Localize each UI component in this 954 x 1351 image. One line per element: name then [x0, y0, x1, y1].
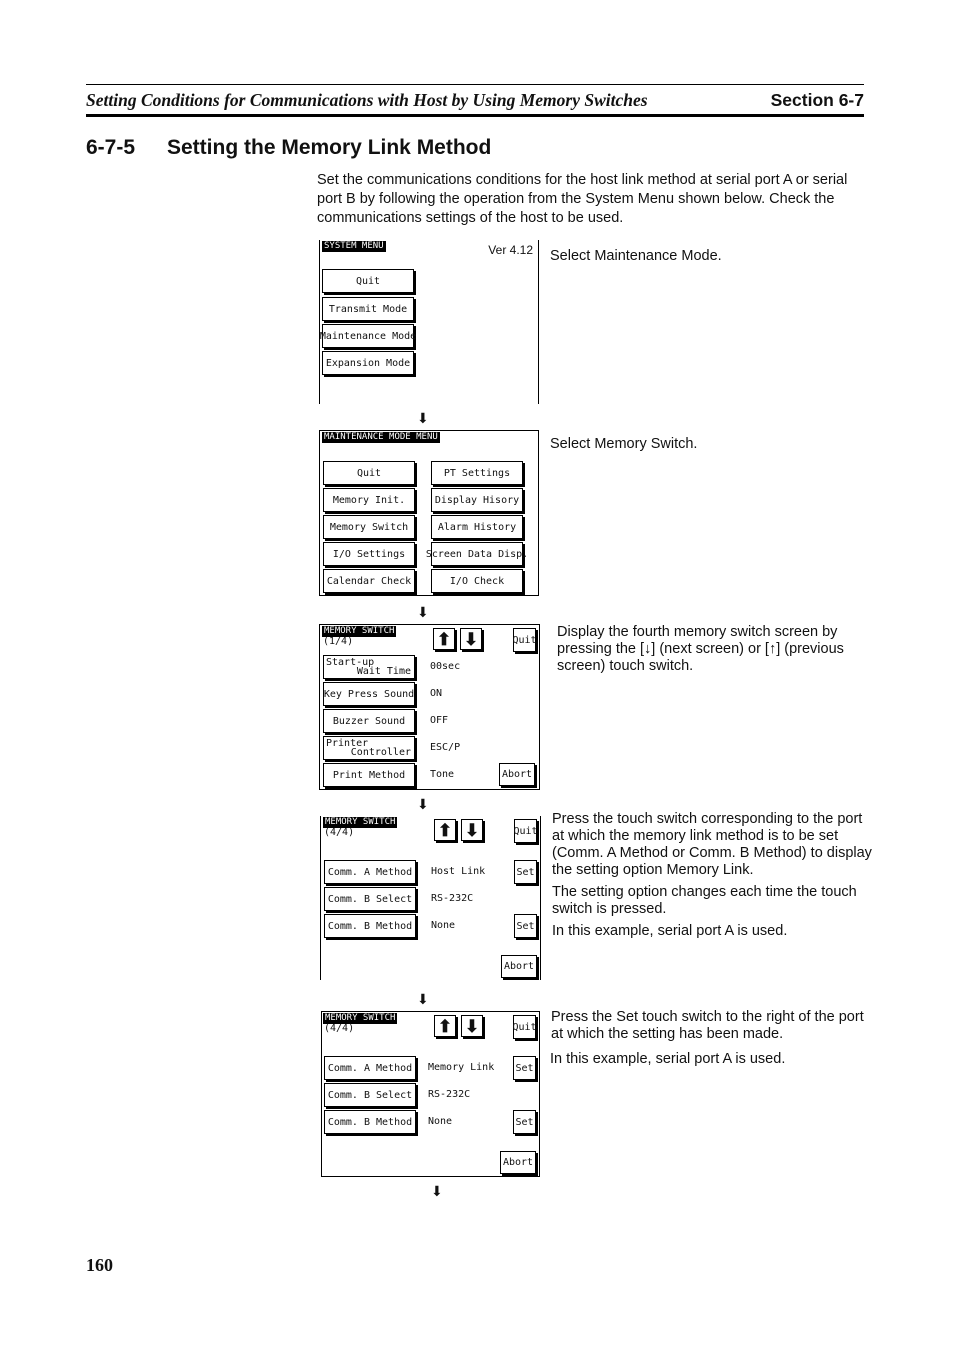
key-press-sound-button[interactable]: Key Press Sound [323, 682, 415, 706]
screen-title: MEMORY SWITCH [324, 626, 395, 636]
quit-button[interactable]: Quit [513, 1015, 536, 1039]
io-settings-button[interactable]: I/O Settings [323, 542, 415, 566]
step-4-text-3: In this example, serial port A is used. [552, 923, 788, 939]
buzzer-sound-button[interactable]: Buzzer Sound [323, 709, 415, 733]
screen-title: SYSTEM MENU [324, 241, 384, 251]
intro-paragraph: Set the communications conditions for the host link method at serial port A or serial port B by following the operation from the System Menu shown below. Check the communications settings of the host to be used. [317, 172, 848, 226]
previous-screen-button[interactable] [434, 819, 456, 841]
abort-button[interactable]: Abort [500, 1151, 536, 1174]
start-up-wait-time-value: 00sec [430, 661, 461, 672]
comm-a-set-button[interactable]: Set [514, 860, 537, 884]
comm-b-set-button[interactable]: Set [514, 914, 537, 938]
step-3-description [557, 624, 857, 680]
print-method-value: Tone [430, 769, 455, 780]
io-check-button[interactable]: I/O Check [431, 569, 523, 593]
page-indicator: (1/4) [323, 636, 354, 647]
comm-b-set-button[interactable]: Set [513, 1110, 536, 1134]
flow-down-arrow-icon: ⬇ [417, 604, 429, 620]
buzzer-sound-value: OFF [430, 715, 449, 726]
flow-down-arrow-icon: ⬇ [417, 410, 429, 426]
memory-switch-4-screen [320, 816, 541, 980]
comm-b-select-value: RS-232C [428, 1089, 471, 1100]
section-title: Setting the Memory Link Method [167, 136, 492, 159]
next-screen-button[interactable] [461, 819, 483, 841]
page-number: 160 [86, 1255, 113, 1275]
memory-init-button[interactable]: Memory Init. [323, 488, 415, 512]
step-2-text: Select Memory Switch. [550, 436, 698, 452]
running-header-title: Setting Conditions for Communications with Host by Using Memory Switches [86, 90, 648, 110]
version-label: Ver 4.12 [488, 243, 533, 257]
step-3-text: Display the fourth memory switch screen by pressing the [↓] (next screen) or [↑] (previous screen) touch switch. [557, 624, 844, 674]
button-label-line-2: Wait Time [356, 666, 411, 677]
comm-b-method-button[interactable]: Comm. B Method [324, 1110, 416, 1134]
step-5-text-2: In this example, serial port A is used. [550, 1051, 786, 1067]
screen-title: MEMORY SWITCH [325, 817, 396, 827]
step-2-description [550, 436, 870, 458]
button-label-line-1: Start-up [326, 657, 375, 668]
comm-a-method-button[interactable]: Comm. A Method [324, 860, 416, 884]
section-number: 6-7-5 [86, 136, 136, 159]
up-arrow-icon: ⬆ [436, 629, 452, 649]
abort-button[interactable]: Abort [499, 763, 535, 786]
step-1-description [550, 248, 870, 270]
screen-title: MAINTENANCE MODE MENU [324, 432, 438, 442]
step-4-description [552, 811, 874, 945]
comm-b-select-button[interactable]: Comm. B Select [324, 887, 416, 911]
quit-button[interactable]: Quit [322, 269, 414, 293]
down-arrow-icon: ⬇ [464, 820, 480, 840]
pt-settings-button[interactable]: PT Settings [431, 461, 523, 485]
transmit-mode-button[interactable]: Transmit Mode [322, 297, 414, 321]
quit-button[interactable]: Quit [323, 461, 415, 485]
memory-switch-4-set-screen [321, 1011, 540, 1177]
screen-data-disp-button[interactable]: Screen Data Disp. [431, 542, 523, 566]
maintenance-mode-button[interactable]: Maintenance Mode [322, 324, 414, 348]
down-arrow-icon: ⬇ [463, 629, 479, 649]
up-arrow-icon: ⬆ [437, 820, 453, 840]
page-indicator: (4/4) [324, 1023, 355, 1034]
flow-down-arrow-icon: ⬇ [417, 796, 429, 812]
header-rule-top [86, 84, 864, 85]
quit-button[interactable]: Quit [514, 819, 537, 843]
button-label-line-1: Printer [326, 738, 369, 749]
alarm-history-button[interactable]: Alarm History [431, 515, 523, 539]
running-header-section: Section 6-7 [770, 90, 864, 110]
system-menu-screen [319, 240, 539, 404]
page-indicator: (4/4) [324, 827, 355, 838]
comm-b-method-value: None [431, 920, 456, 931]
quit-button[interactable]: Quit [513, 628, 536, 652]
comm-a-method-button[interactable]: Comm. A Method [324, 1056, 416, 1080]
start-up-wait-time-button[interactable] [323, 655, 415, 679]
next-screen-button[interactable] [460, 628, 482, 650]
step-1-text: Select Maintenance Mode. [550, 248, 722, 264]
memory-switch-button[interactable]: Memory Switch [323, 515, 415, 539]
maintenance-mode-screen [319, 430, 539, 596]
printer-controller-button[interactable] [323, 736, 415, 760]
calendar-check-button[interactable]: Calendar Check [323, 569, 415, 593]
previous-screen-button[interactable] [433, 628, 455, 650]
printer-controller-value: ESC/P [430, 742, 461, 753]
memory-switch-1-screen [319, 624, 540, 790]
comm-b-method-value: None [428, 1116, 453, 1127]
comm-b-method-button[interactable]: Comm. B Method [324, 914, 416, 938]
key-press-sound-value: ON [430, 688, 443, 699]
flow-down-arrow-icon: ⬇ [417, 991, 429, 1007]
expansion-mode-button[interactable]: Expansion Mode [322, 351, 414, 375]
comm-a-method-value: Memory Link [428, 1062, 495, 1073]
previous-screen-button[interactable] [434, 1015, 456, 1037]
print-method-button[interactable]: Print Method [323, 763, 415, 787]
up-arrow-icon: ⬆ [437, 1016, 453, 1036]
abort-button[interactable]: Abort [501, 955, 537, 978]
header-rule-bottom [86, 114, 864, 117]
display-history-button[interactable]: Display Hisory [431, 488, 523, 512]
down-arrow-icon: ⬇ [464, 1016, 480, 1036]
comm-a-method-value: Host Link [431, 866, 486, 877]
screen-title: MEMORY SWITCH [325, 1013, 396, 1023]
step-4-text-1: Press the touch switch corresponding to the port at which the memory link method is to be set (Comm. A Method or Comm. B Method) to display the setting option Memory Link. [552, 811, 872, 878]
step-4-text-2: The setting option changes each time the touch switch is pressed. [552, 884, 857, 917]
button-label-line-2: Controller [350, 747, 411, 758]
step-5-text-1: Press the Set touch switch to the right of the port at which the setting has been made. [551, 1009, 864, 1042]
next-screen-button[interactable] [461, 1015, 483, 1037]
comm-b-select-value: RS-232C [431, 893, 474, 904]
comm-b-select-button[interactable]: Comm. B Select [324, 1083, 416, 1107]
comm-a-set-button[interactable]: Set [513, 1056, 536, 1080]
step-5-description [551, 1009, 875, 1073]
flow-down-arrow-icon: ⬇ [431, 1183, 443, 1199]
